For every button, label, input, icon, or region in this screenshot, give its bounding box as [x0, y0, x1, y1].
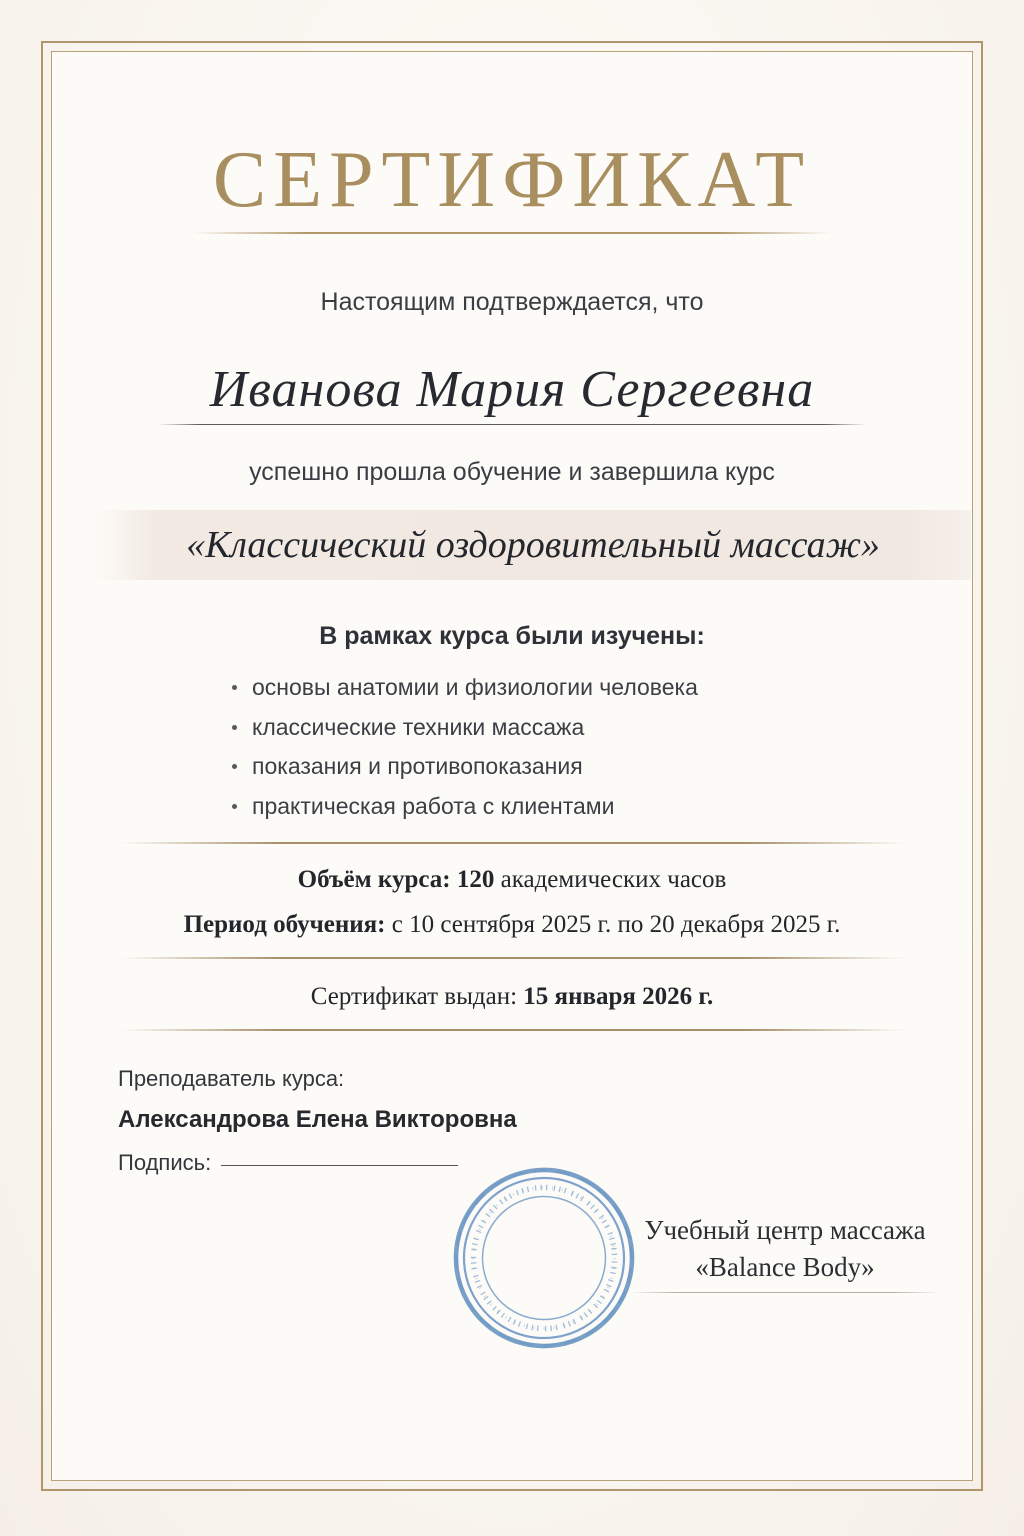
- section-divider: [120, 842, 905, 844]
- issued-date-line: [0, 983, 1024, 1011]
- course-title-band: [95, 510, 971, 580]
- issued-label: Сертификат выдан:: [310, 983, 518, 1010]
- topics-list: [230, 668, 830, 826]
- signature-label: Подпись:: [118, 1150, 212, 1175]
- list-item: классические техники массажа: [230, 708, 830, 748]
- completion-text: успешно прошла обучение и завершила курс: [249, 458, 775, 486]
- signature-row: [118, 1150, 458, 1176]
- teacher-label: Преподаватель курса:: [118, 1066, 345, 1091]
- section-divider: [120, 957, 905, 959]
- course-volume-line: [0, 866, 1024, 894]
- recipient-name: Иванова Мария Сергеевна: [209, 361, 815, 418]
- organization-brand: «Balance Body»: [695, 1252, 875, 1282]
- study-period-line: [0, 911, 1024, 939]
- certificate-title: СЕРТИФИКАТ: [212, 136, 812, 224]
- list-item: основы анатомии и физиологии человека: [230, 668, 830, 708]
- volume-hours: 120: [456, 866, 495, 893]
- list-item: практическая работа с клиентами: [230, 787, 830, 827]
- period-value: с 10 сентября 2025 г. по 20 декабря 2025 г.: [391, 911, 841, 938]
- issued-value: 15 января 2026 г.: [523, 983, 714, 1010]
- signature-blank-line: [221, 1165, 458, 1166]
- intro-text: Настоящим подтверждается, что: [320, 288, 704, 316]
- organization-name: Учебный центр массажа: [644, 1215, 926, 1245]
- course-title: «Классический оздоровительный массаж»: [186, 524, 880, 566]
- volume-suffix: академических часов: [500, 866, 727, 893]
- list-item: показания и противопоказания: [230, 747, 830, 787]
- title-divider: [192, 232, 832, 234]
- topics-heading: В рамках курса были изучены:: [319, 622, 705, 650]
- organization-divider: [630, 1292, 940, 1293]
- teacher-name: Александрова Елена Викторовна: [118, 1106, 517, 1133]
- period-label: Период обучения:: [183, 911, 386, 938]
- volume-label: Объём курса:: [297, 866, 451, 893]
- section-divider: [120, 1029, 905, 1031]
- recipient-underline: [158, 424, 866, 425]
- organization-block: [605, 1212, 965, 1293]
